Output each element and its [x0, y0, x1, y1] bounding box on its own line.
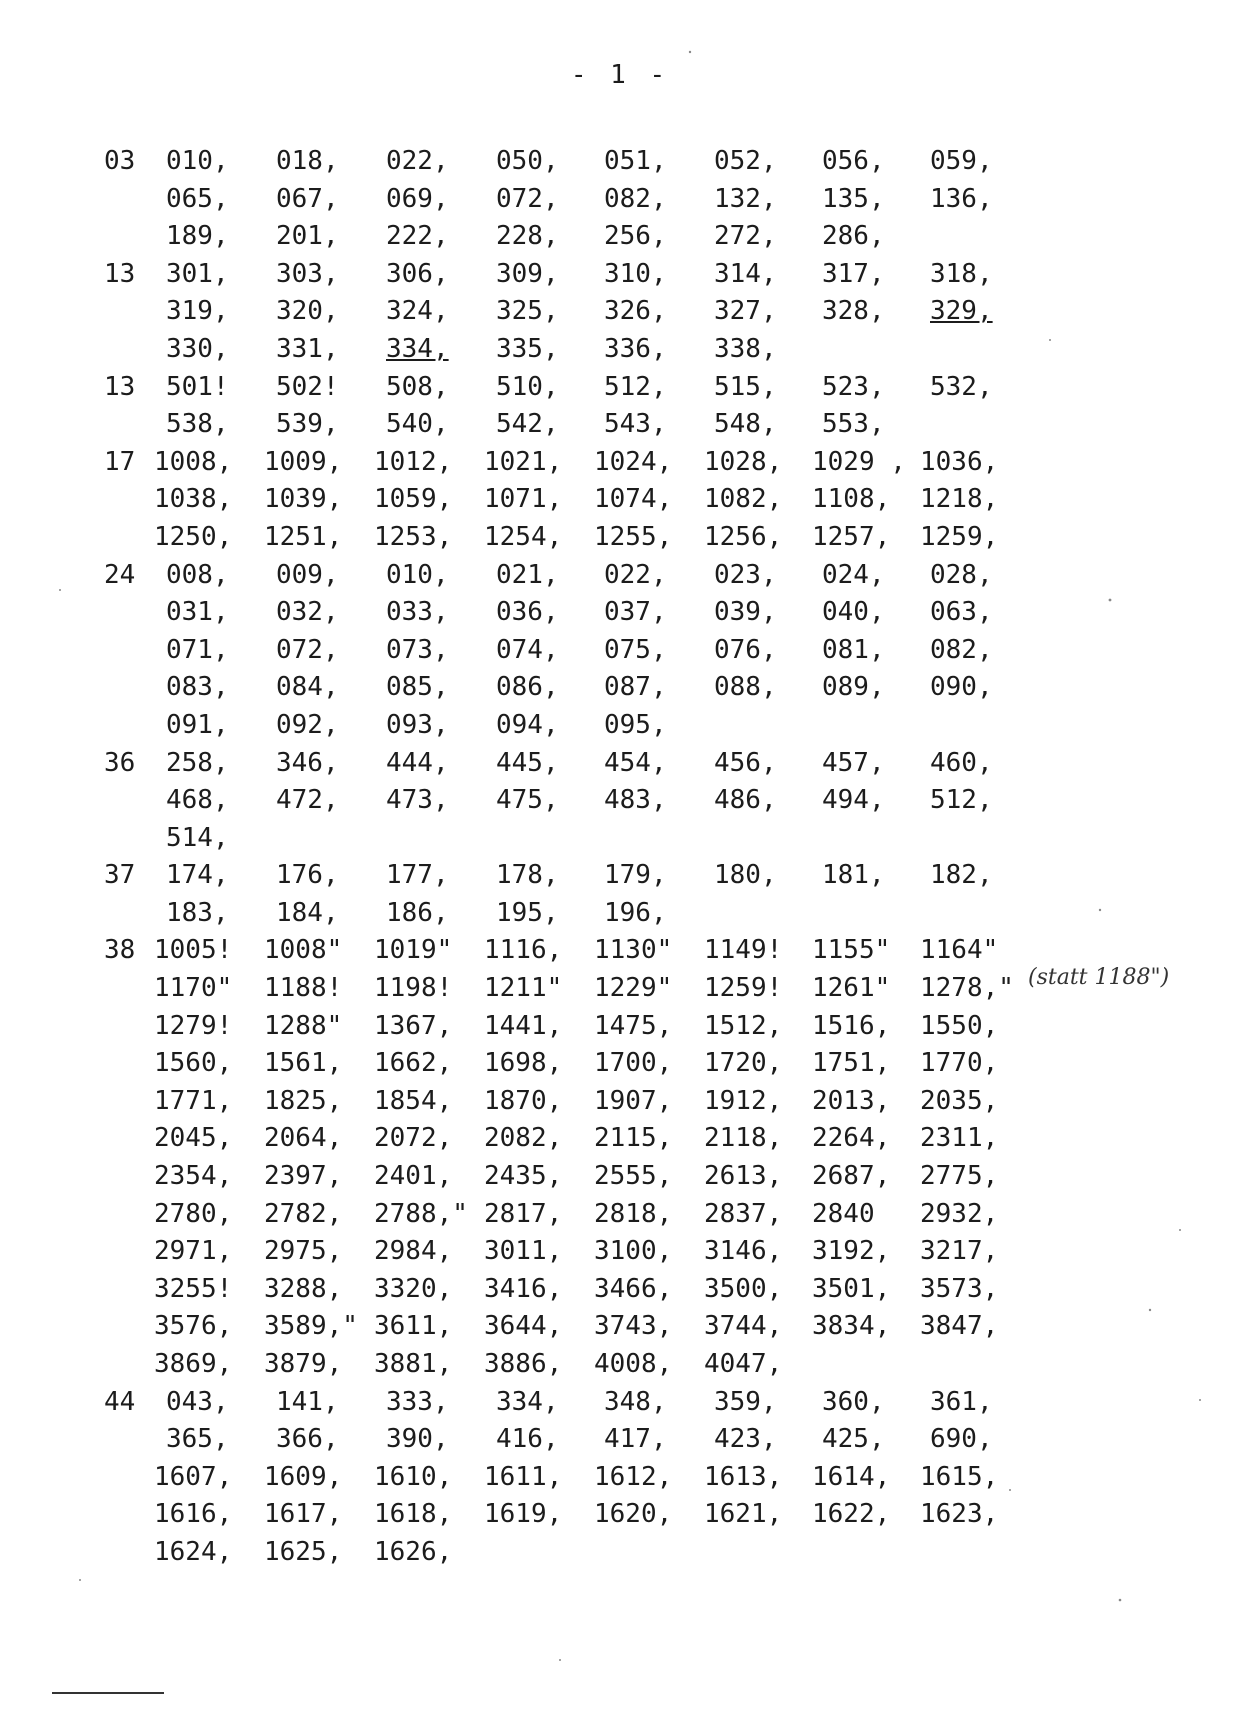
- entry-number: 2064,: [264, 1123, 343, 1154]
- entry-number: 457,: [822, 747, 885, 778]
- entry-number: 072,: [276, 634, 339, 665]
- entry-number: 361,: [930, 1386, 993, 1417]
- entry-number: 3255!: [154, 1273, 233, 1304]
- entry-number: 1255,: [594, 521, 673, 552]
- entry-number: 063,: [930, 597, 993, 628]
- entry-number: 056,: [822, 146, 885, 176]
- entry-number: 089,: [822, 672, 885, 703]
- entry-number: 093,: [386, 709, 449, 740]
- entry-number: 1912,: [704, 1085, 783, 1116]
- entry-number: 1116,: [484, 935, 563, 966]
- entry-number: 2013,: [812, 1085, 891, 1116]
- entry-number: 2118,: [704, 1123, 783, 1154]
- entry-number: 1625,: [264, 1536, 343, 1567]
- entry-number: 024,: [822, 559, 885, 590]
- entry-number: 1005!: [154, 935, 233, 966]
- page-number: - 1 -: [570, 60, 670, 90]
- entry-number: 1155": [812, 935, 891, 966]
- entry-number: 512,: [604, 371, 667, 402]
- entry-number: 010,: [386, 559, 449, 590]
- handwritten-note: (statt 1188"): [1028, 965, 1170, 990]
- entry-number: 3886,: [484, 1349, 563, 1379]
- entry-number: 1279!: [154, 1010, 233, 1041]
- entry-number: 1870,: [484, 1085, 563, 1116]
- entry-number: 494,: [822, 785, 885, 816]
- entry-number: 366,: [276, 1424, 339, 1455]
- entry-number: 196,: [604, 897, 667, 928]
- entry-number: 1288": [264, 1010, 343, 1041]
- entry-number: 178,: [496, 860, 559, 891]
- entry-number: 2687,: [812, 1161, 891, 1192]
- entry-number: 324,: [386, 296, 449, 327]
- entry-number: 174,: [166, 860, 229, 891]
- entry-number: 1254,: [484, 521, 563, 552]
- entry-number: 1623,: [920, 1499, 999, 1530]
- entry-number: 036,: [496, 597, 559, 628]
- entry-number: 1622,: [812, 1499, 891, 1530]
- entry-number: 3869,: [154, 1349, 233, 1379]
- entry-number: 548,: [714, 409, 777, 440]
- entry-number: 136,: [930, 183, 993, 214]
- entry-number: 460,: [930, 747, 993, 778]
- entry-number: 334,: [496, 1386, 559, 1417]
- entry-number: 085,: [386, 672, 449, 703]
- entry-number: 1251,: [264, 521, 343, 552]
- entry-number: 094,: [496, 709, 559, 740]
- entry-number: 1259,: [920, 521, 999, 552]
- entry-number: 2780,: [154, 1198, 233, 1229]
- entry-number: 1024,: [594, 446, 673, 477]
- entry-number: 132,: [714, 183, 777, 214]
- entry-number: 189,: [166, 221, 229, 252]
- entry-number: 256,: [604, 221, 667, 252]
- entry-number: 515,: [714, 371, 777, 402]
- entry-number: 538,: [166, 409, 229, 440]
- entry-number: 1253,: [374, 521, 453, 552]
- entry-number: 2045,: [154, 1123, 233, 1154]
- entry-number: 317,: [822, 258, 885, 289]
- entry-number: 1367,: [374, 1010, 453, 1041]
- entry-number: 1218,: [920, 484, 999, 515]
- group-code: 37: [104, 860, 136, 891]
- entry-number: 1825,: [264, 1085, 343, 1116]
- entry-number: 346,: [276, 747, 339, 778]
- entry-number: 483,: [604, 785, 667, 816]
- entry-number: 072,: [496, 183, 559, 214]
- group-code: 24: [104, 559, 136, 590]
- entry-number: 314,: [714, 258, 777, 289]
- entry-number: 1039,: [264, 484, 343, 515]
- entry-number: 327,: [714, 296, 777, 327]
- entry-number: 338,: [714, 333, 777, 364]
- entry-number: 1615,: [920, 1461, 999, 1492]
- entry-number: 1009,: [264, 446, 343, 477]
- entry-number: 135,: [822, 183, 885, 214]
- entry-number: 1616,: [154, 1499, 233, 1530]
- entry-number: 1229": [594, 973, 673, 1004]
- entry-number: 502!: [276, 371, 339, 402]
- entry-number: 010,: [166, 146, 229, 176]
- entry-number: 3744,: [704, 1311, 783, 1342]
- entry-number: 390,: [386, 1424, 449, 1455]
- entry-number: 3146,: [704, 1236, 783, 1267]
- entry-number: 184,: [276, 897, 339, 928]
- entry-number: 2401,: [374, 1161, 453, 1192]
- entry-number: 4008,: [594, 1349, 673, 1379]
- entry-number: 1012,: [374, 446, 453, 477]
- entry-number: 022,: [386, 146, 449, 176]
- entry-number: 3217,: [920, 1236, 999, 1267]
- entry-number: 028,: [930, 559, 993, 590]
- entry-number: 1613,: [704, 1461, 783, 1492]
- entry-number: 008,: [166, 559, 229, 590]
- entry-number: 3288,: [264, 1273, 343, 1304]
- entry-number: 050,: [496, 146, 559, 176]
- entry-number: 1617,: [264, 1499, 343, 1530]
- entry-number: 073,: [386, 634, 449, 665]
- entry-number: 553,: [822, 409, 885, 440]
- entry-number: 1021,: [484, 446, 563, 477]
- entry-number: 523,: [822, 371, 885, 402]
- entry-number: 1512,: [704, 1010, 783, 1041]
- entry-number: 1008": [264, 935, 343, 966]
- entry-number: 1261": [812, 973, 891, 1004]
- entry-number: 186,: [386, 897, 449, 928]
- entry-number: 1008,: [154, 446, 233, 477]
- entry-number: 417,: [604, 1424, 667, 1455]
- entry-number: 425,: [822, 1424, 885, 1455]
- entry-number: 1770,: [920, 1048, 999, 1079]
- entry-number: 182,: [930, 860, 993, 891]
- entry-number: 083,: [166, 672, 229, 703]
- entry-number: 2397,: [264, 1161, 343, 1192]
- entry-number: 1771,: [154, 1085, 233, 1116]
- entry-number: 1614,: [812, 1461, 891, 1492]
- entry-number: 1071,: [484, 484, 563, 515]
- entry-number: 1164": [920, 935, 999, 966]
- entry-number: 301,: [166, 258, 229, 289]
- entry-number: 071,: [166, 634, 229, 665]
- entry-number: 1626,: [374, 1536, 453, 1567]
- entry-number: 445,: [496, 747, 559, 778]
- entry-number: 2788,": [374, 1198, 468, 1229]
- entry-number: 334,: [386, 333, 449, 364]
- entry-number: 1198!: [374, 973, 453, 1004]
- entry-number: 1618,: [374, 1499, 453, 1530]
- entry-number: 031,: [166, 597, 229, 628]
- entry-number: 1028,: [704, 446, 783, 477]
- entry-number: 444,: [386, 747, 449, 778]
- entry-number: 1082,: [704, 484, 783, 515]
- entry-number: 1907,: [594, 1085, 673, 1116]
- entry-number: 2932,: [920, 1198, 999, 1229]
- entry-number: 1550,: [920, 1010, 999, 1041]
- entry-number: 181,: [822, 860, 885, 891]
- entry-number: 3881,: [374, 1349, 453, 1379]
- entry-number: 1441,: [484, 1010, 563, 1041]
- entry-number: 3192,: [812, 1236, 891, 1267]
- entry-number: 082,: [930, 634, 993, 665]
- entry-number: 021,: [496, 559, 559, 590]
- entry-number: 2837,: [704, 1198, 783, 1229]
- entry-number: 329,: [930, 296, 993, 327]
- entry-number: 141,: [276, 1386, 339, 1417]
- entry-number: 023,: [714, 559, 777, 590]
- entry-number: 1854,: [374, 1085, 453, 1116]
- entry-number: 177,: [386, 860, 449, 891]
- entry-number: 1610,: [374, 1461, 453, 1492]
- entry-number: 348,: [604, 1386, 667, 1417]
- entry-number: 018,: [276, 146, 339, 176]
- entry-number: 2311,: [920, 1123, 999, 1154]
- entry-number: 1149!: [704, 935, 783, 966]
- entry-number: 540,: [386, 409, 449, 440]
- entry-number: 319,: [166, 296, 229, 327]
- entry-number: 3501,: [812, 1273, 891, 1304]
- entry-number: 3847,: [920, 1311, 999, 1342]
- entry-number: 2971,: [154, 1236, 233, 1267]
- entry-number: 542,: [496, 409, 559, 440]
- entry-number: 1108,: [812, 484, 891, 515]
- entry-number: 2818,: [594, 1198, 673, 1229]
- entry-number: 051,: [604, 146, 667, 176]
- entry-number: 4047,: [704, 1349, 783, 1379]
- entry-number: 514,: [166, 822, 229, 853]
- entry-number: 095,: [604, 709, 667, 740]
- entry-number: 1259!: [704, 973, 783, 1004]
- entry-number: 3466,: [594, 1273, 673, 1304]
- entry-number: 1170": [154, 973, 233, 1004]
- entry-number: 543,: [604, 409, 667, 440]
- entry-number: 1250,: [154, 521, 233, 552]
- entry-number: 510,: [496, 371, 559, 402]
- entry-number: 512,: [930, 785, 993, 816]
- group-code: 17: [104, 446, 136, 477]
- entry-number: 065,: [166, 183, 229, 214]
- entry-number: 1029 ,: [812, 446, 906, 477]
- entry-number: 331,: [276, 333, 339, 364]
- entry-number: 1624,: [154, 1536, 233, 1567]
- entry-number: 286,: [822, 221, 885, 252]
- entry-number: 2817,: [484, 1198, 563, 1229]
- entry-number: 022,: [604, 559, 667, 590]
- entry-number: 456,: [714, 747, 777, 778]
- entry-number: 2354,: [154, 1161, 233, 1192]
- entry-number: 1074,: [594, 484, 673, 515]
- group-code: 13: [104, 371, 136, 402]
- entry-number: 2082,: [484, 1123, 563, 1154]
- entry-number: 3589,": [264, 1311, 358, 1342]
- entry-number: 074,: [496, 634, 559, 665]
- entry-number: 3834,: [812, 1311, 891, 1342]
- entry-number: 359,: [714, 1386, 777, 1417]
- entry-number: 320,: [276, 296, 339, 327]
- entry-number: 180,: [714, 860, 777, 891]
- entry-number: 091,: [166, 709, 229, 740]
- entry-number: 086,: [496, 672, 559, 703]
- entry-number: 087,: [604, 672, 667, 703]
- entry-number: 1188!: [264, 973, 343, 1004]
- entry-number: 258,: [166, 747, 229, 778]
- entry-number: 365,: [166, 1424, 229, 1455]
- entry-number: 1619,: [484, 1499, 563, 1530]
- entry-number: 176,: [276, 860, 339, 891]
- entry-number: 501!: [166, 371, 229, 402]
- entry-number: 3573,: [920, 1273, 999, 1304]
- entry-number: 330,: [166, 333, 229, 364]
- entry-number: 3500,: [704, 1273, 783, 1304]
- entry-number: 508,: [386, 371, 449, 402]
- entry-number: 2555,: [594, 1161, 673, 1192]
- entry-number: 310,: [604, 258, 667, 289]
- entry-number: 1516,: [812, 1010, 891, 1041]
- entry-number: 2035,: [920, 1085, 999, 1116]
- entry-number: 1751,: [812, 1048, 891, 1079]
- entry-number: 1611,: [484, 1461, 563, 1492]
- entry-number: 179,: [604, 860, 667, 891]
- entry-number: 2115,: [594, 1123, 673, 1154]
- group-code: 36: [104, 747, 136, 778]
- entry-number: 067,: [276, 183, 339, 214]
- entry-number: 1256,: [704, 521, 783, 552]
- entry-number: 360,: [822, 1386, 885, 1417]
- entry-number: 1130": [594, 935, 673, 966]
- entry-number: 040,: [822, 597, 885, 628]
- entry-number: 3743,: [594, 1311, 673, 1342]
- entry-number: 318,: [930, 258, 993, 289]
- entry-number: 454,: [604, 747, 667, 778]
- entry-number: 532,: [930, 371, 993, 402]
- entry-number: 3011,: [484, 1236, 563, 1267]
- entry-number: 1257,: [812, 521, 891, 552]
- entry-number: 1038,: [154, 484, 233, 515]
- entry-number: 039,: [714, 597, 777, 628]
- entry-number: 1700,: [594, 1048, 673, 1079]
- entry-number: 486,: [714, 785, 777, 816]
- entry-number: 043,: [166, 1386, 229, 1417]
- entry-number: 1607,: [154, 1461, 233, 1492]
- entry-number: 328,: [822, 296, 885, 327]
- entry-number: 195,: [496, 897, 559, 928]
- entry-number: 052,: [714, 146, 777, 176]
- entry-number: 1621,: [704, 1499, 783, 1530]
- entry-number: 1609,: [264, 1461, 343, 1492]
- entry-number: 1561,: [264, 1048, 343, 1079]
- entry-number: 2782,: [264, 1198, 343, 1229]
- entry-number: 075,: [604, 634, 667, 665]
- entry-number: 468,: [166, 785, 229, 816]
- entry-number: 1560,: [154, 1048, 233, 1079]
- entry-number: 1059,: [374, 484, 453, 515]
- entry-number: 336,: [604, 333, 667, 364]
- entry-number: 539,: [276, 409, 339, 440]
- entry-number: 306,: [386, 258, 449, 289]
- entry-number: 3576,: [154, 1311, 233, 1342]
- entry-number: 2072,: [374, 1123, 453, 1154]
- entry-number: 2775,: [920, 1161, 999, 1192]
- entry-number: 303,: [276, 258, 339, 289]
- entry-number: 037,: [604, 597, 667, 628]
- entry-number: 1662,: [374, 1048, 453, 1079]
- entry-number: 3320,: [374, 1273, 453, 1304]
- entry-number: 088,: [714, 672, 777, 703]
- entry-number: 1475,: [594, 1010, 673, 1041]
- entry-number: 032,: [276, 597, 339, 628]
- entry-number: 2613,: [704, 1161, 783, 1192]
- entry-number: 069,: [386, 183, 449, 214]
- entry-number: 472,: [276, 785, 339, 816]
- group-code: 13: [104, 258, 136, 289]
- entry-number: 3100,: [594, 1236, 673, 1267]
- entry-number: 2984,: [374, 1236, 453, 1267]
- entry-number: 475,: [496, 785, 559, 816]
- entry-number: 1612,: [594, 1461, 673, 1492]
- entry-number: 1036,: [920, 446, 999, 477]
- entry-number: 183,: [166, 897, 229, 928]
- entry-number: 1698,: [484, 1048, 563, 1079]
- group-code: 44: [104, 1386, 136, 1417]
- entry-number: 272,: [714, 221, 777, 252]
- entry-number: 1211": [484, 973, 563, 1004]
- entry-number: 228,: [496, 221, 559, 252]
- entry-number: 2975,: [264, 1236, 343, 1267]
- entry-number: 325,: [496, 296, 559, 327]
- entry-number: 3611,: [374, 1311, 453, 1342]
- entry-number: 309,: [496, 258, 559, 289]
- entry-number: 416,: [496, 1424, 559, 1455]
- entry-number: 326,: [604, 296, 667, 327]
- entry-number: 690,: [930, 1424, 993, 1455]
- entry-number: 1278,": [920, 973, 1014, 1004]
- entry-number: 082,: [604, 183, 667, 214]
- entry-number: 090,: [930, 672, 993, 703]
- entry-number: 423,: [714, 1424, 777, 1455]
- entry-number: 201,: [276, 221, 339, 252]
- entry-number: 2435,: [484, 1161, 563, 1192]
- entry-number: 2840: [812, 1198, 875, 1229]
- entry-number: 1720,: [704, 1048, 783, 1079]
- entry-number: 335,: [496, 333, 559, 364]
- entry-number: 333,: [386, 1386, 449, 1417]
- entry-number: 3644,: [484, 1311, 563, 1342]
- group-code: 03: [104, 146, 136, 176]
- entry-number: 033,: [386, 597, 449, 628]
- entry-number: 2264,: [812, 1123, 891, 1154]
- entry-number: 1620,: [594, 1499, 673, 1530]
- entry-number: 009,: [276, 559, 339, 590]
- entry-number: 081,: [822, 634, 885, 665]
- entry-number: 222,: [386, 221, 449, 252]
- entry-number: 3879,: [264, 1349, 343, 1379]
- group-code: 38: [104, 935, 136, 966]
- entry-number: 092,: [276, 709, 339, 740]
- entry-number: 1019": [374, 935, 453, 966]
- entry-number: 473,: [386, 785, 449, 816]
- entry-number: 076,: [714, 634, 777, 665]
- entry-number: 059,: [930, 146, 993, 176]
- entry-number: 3416,: [484, 1273, 563, 1304]
- entry-number: 084,: [276, 672, 339, 703]
